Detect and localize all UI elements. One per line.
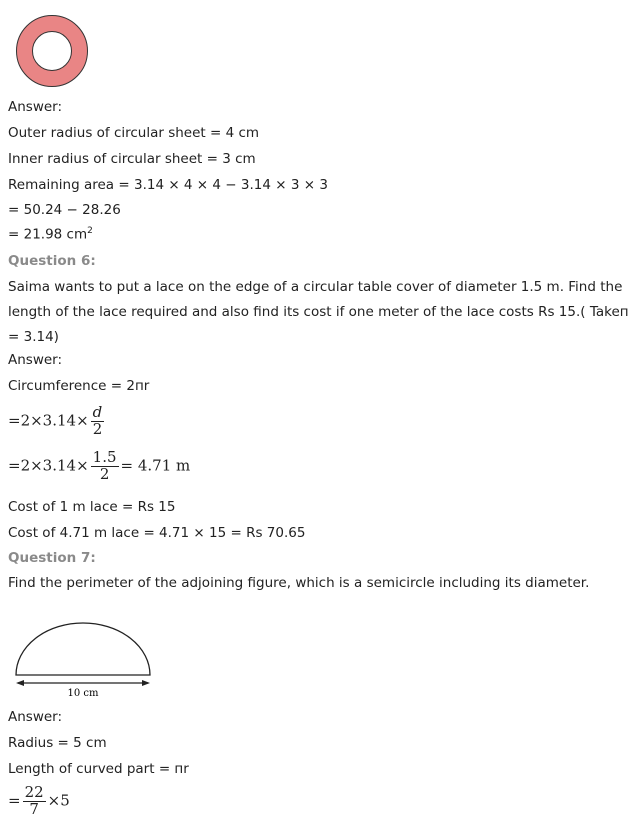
inner-radius-line: Inner radius of circular sheet = 3 cm [8,151,256,167]
circumference-line: Circumference = 2пr [8,378,150,394]
question-6-title: Question 6: [8,253,96,269]
eq2-fraction [91,450,119,483]
q7-denominator: 7 [29,799,39,818]
area-step-line: = 50.24 − 28.26 [8,202,121,218]
eq1-fraction [91,405,105,438]
answer-label: Answer: [8,99,63,115]
q6-equation-2 [8,450,190,483]
area-result-line [8,226,93,243]
eq2-prefix: =2×3.14× [8,456,89,475]
ring-figure [6,14,98,88]
q6-equation-1 [8,405,106,438]
cost-total-line: Cost of 4.71 m lace = 4.71 × 15 = Rs 70.65 [8,525,306,541]
radius-line: Radius = 5 cm [8,735,107,751]
cost-1m-line: Cost of 1 m lace = Rs 15 [8,499,176,515]
q7-fraction [23,785,46,818]
semicircle-shape [16,623,150,675]
question-7-text: Find the perimeter of the adjoining figure, which is a semicircle including its diameter. [8,575,590,591]
eq2-suffix: = 4.71 m [120,456,191,475]
eq2-denominator: 2 [99,464,110,483]
q7-eq-suffix: ×5 [47,791,70,810]
ring-inner-edge [33,32,72,71]
eq1-prefix: =2×3.14× [8,411,89,430]
q7-equation [8,785,70,818]
area-unit-exponent: 2 [87,226,93,236]
diameter-label: 10 cm [67,688,99,699]
remaining-area-line: Remaining area = 3.14 × 4 × 4 − 3.14 × 3 × 3 [8,177,328,193]
eq1-denominator: 2 [92,419,103,438]
eq2-numerator: 1.5 [92,448,117,466]
q7-numerator: 22 [24,783,44,801]
q7-eq-prefix: = [8,791,21,810]
area-result-text: = 21.98 cm [8,226,88,243]
semicircle-figure [8,612,158,704]
arrow-right-head [142,680,150,686]
question-7-title: Question 7: [8,550,96,566]
outer-radius-line: Outer radius of circular sheet = 4 cm [8,125,260,141]
q6-answer-label: Answer: [8,352,63,368]
arrow-left-head [16,680,24,686]
question-6-text: Saima wants to put a lace on the edge of a circular table cover of diameter 1.5 m. Find the length of the lace required and also find its cost if one meter of the lace costs Rs 15.( Takeп = 3.14) [8,279,629,345]
curved-length-line: Length of curved part = пr [8,761,189,777]
q7-answer-label: Answer: [8,709,63,725]
eq1-numerator: d [92,403,103,421]
